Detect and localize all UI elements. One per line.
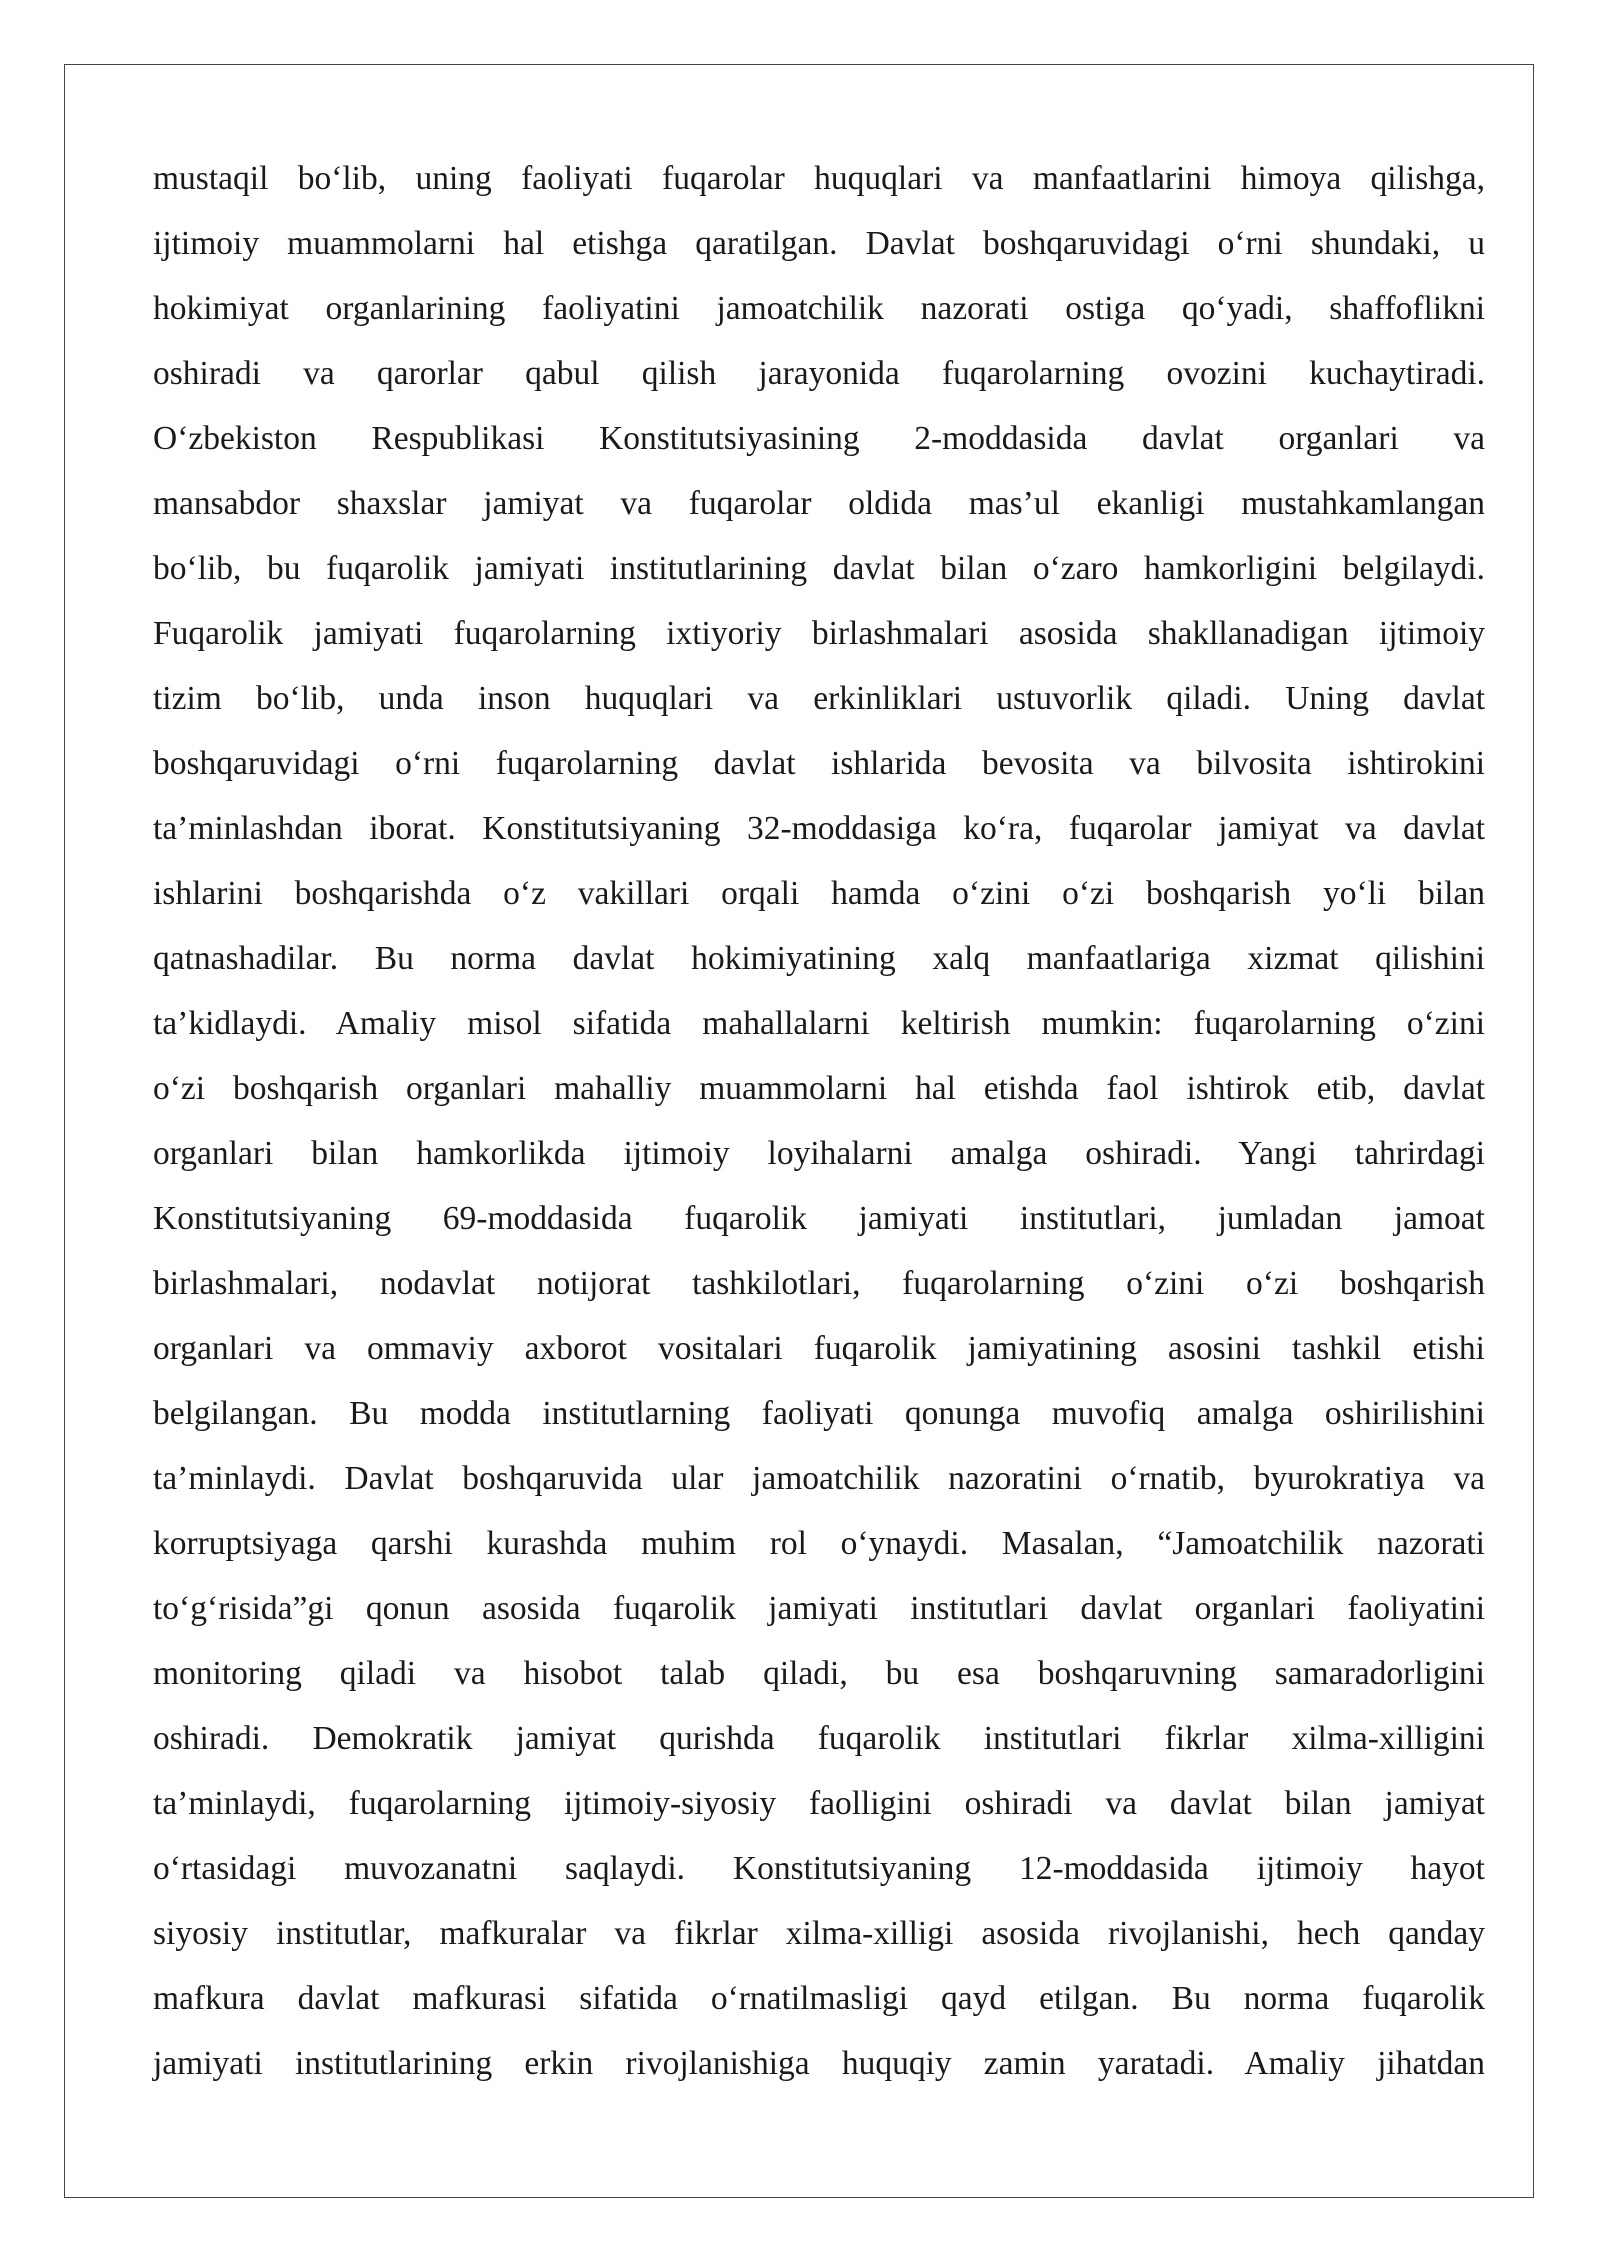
text-line: boshqaruvidagi oʻrni fuqarolarning davlat ishlarida bevosita va bilvosita ishtirokini: [153, 745, 1485, 782]
text-line: ijtimoiy muammolarni hal etishga qaratilgan. Davlat boshqaruvidagi oʻrni shundaki, u: [153, 225, 1485, 262]
text-line: boʻlib, bu fuqarolik jamiyati institutlarining davlat bilan oʻzaro hamkorligini belgilaydi.: [153, 550, 1485, 587]
text-line: Konstitutsiyaning 69-moddasida fuqarolik jamiyati institutlari, jumladan jamoat: [153, 1200, 1485, 1237]
text-line: mafkura davlat mafkurasi sifatida oʻrnatilmasligi qayd etilgan. Bu norma fuqarolik: [153, 1980, 1485, 2017]
text-line: siyosiy institutlar, mafkuralar va fikrlar xilma-xilligi asosida rivojlanishi, hech qanday: [153, 1915, 1485, 1952]
text-line: Oʻzbekiston Respublikasi Konstitutsiyasining 2-moddasida davlat organlari va: [153, 420, 1485, 457]
text-line: monitoring qiladi va hisobot talab qiladi, bu esa boshqaruvning samaradorligini: [153, 1655, 1485, 1692]
text-line: ta’kidlaydi. Amaliy misol sifatida mahallalarni keltirish mumkin: fuqarolarning oʻzini: [153, 1005, 1485, 1042]
text-line: ta’minlashdan iborat. Konstitutsiyaning 32-moddasiga koʻra, fuqarolar jamiyat va davlat: [153, 810, 1485, 847]
text-line: ta’minlaydi, fuqarolarning ijtimoiy-siyosiy faolligini oshiradi va davlat bilan jamiyat: [153, 1785, 1485, 1822]
text-line: ishlarini boshqarishda oʻz vakillari orqali hamda oʻzini oʻzi boshqarish yoʻli bilan: [153, 875, 1485, 912]
body-paragraph: [153, 146, 1485, 2096]
text-line: korruptsiyaga qarshi kurashda muhim rol oʻynaydi. Masalan, “Jamoatchilik nazorati: [153, 1525, 1485, 1562]
text-line: Fuqarolik jamiyati fuqarolarning ixtiyoriy birlashmalari asosida shakllanadigan ijtimoiy: [153, 615, 1485, 652]
text-line: hokimiyat organlarining faoliyatini jamoatchilik nazorati ostiga qoʻyadi, shaffoflikni: [153, 290, 1485, 327]
text-line: toʻgʻrisida”gi qonun asosida fuqarolik jamiyati institutlari davlat organlari faoliyatini: [153, 1590, 1485, 1627]
text-line: oʻzi boshqarish organlari mahalliy muammolarni hal etishda faol ishtirok etib, davlat: [153, 1070, 1485, 1107]
text-line: oʻrtasidagi muvozanatni saqlaydi. Konstitutsiyaning 12-moddasida ijtimoiy hayot: [153, 1850, 1485, 1887]
text-line: tizim boʻlib, unda inson huquqlari va erkinliklari ustuvorlik qiladi. Uning davlat: [153, 680, 1485, 717]
text-line: mustaqil boʻlib, uning faoliyati fuqarolar huquqlari va manfaatlarini himoya qilishga,: [153, 160, 1485, 197]
text-line: mansabdor shaxslar jamiyat va fuqarolar oldida mas’ul ekanligi mustahkamlangan: [153, 485, 1485, 522]
text-line: organlari bilan hamkorlikda ijtimoiy loyihalarni amalga oshiradi. Yangi tahrirdagi: [153, 1135, 1485, 1172]
text-line: qatnashadilar. Bu norma davlat hokimiyatining xalq manfaatlariga xizmat qilishini: [153, 940, 1485, 977]
text-line: ta’minlaydi. Davlat boshqaruvida ular jamoatchilik nazoratini oʻrnatib, byurokratiya va: [153, 1460, 1485, 1497]
text-line: jamiyati institutlarining erkin rivojlanishiga huquqiy zamin yaratadi. Amaliy jihatdan: [153, 2045, 1485, 2082]
text-line: birlashmalari, nodavlat notijorat tashkilotlari, fuqarolarning oʻzini oʻzi boshqarish: [153, 1265, 1485, 1302]
text-line: oshiradi. Demokratik jamiyat qurishda fuqarolik institutlari fikrlar xilma-xilligini: [153, 1720, 1485, 1757]
text-line: organlari va ommaviy axborot vositalari fuqarolik jamiyatining asosini tashkil etishi: [153, 1330, 1485, 1367]
text-line: oshiradi va qarorlar qabul qilish jarayonida fuqarolarning ovozini kuchaytiradi.: [153, 355, 1485, 392]
text-line: belgilangan. Bu modda institutlarning faoliyati qonunga muvofiq amalga oshirilishini: [153, 1395, 1485, 1432]
